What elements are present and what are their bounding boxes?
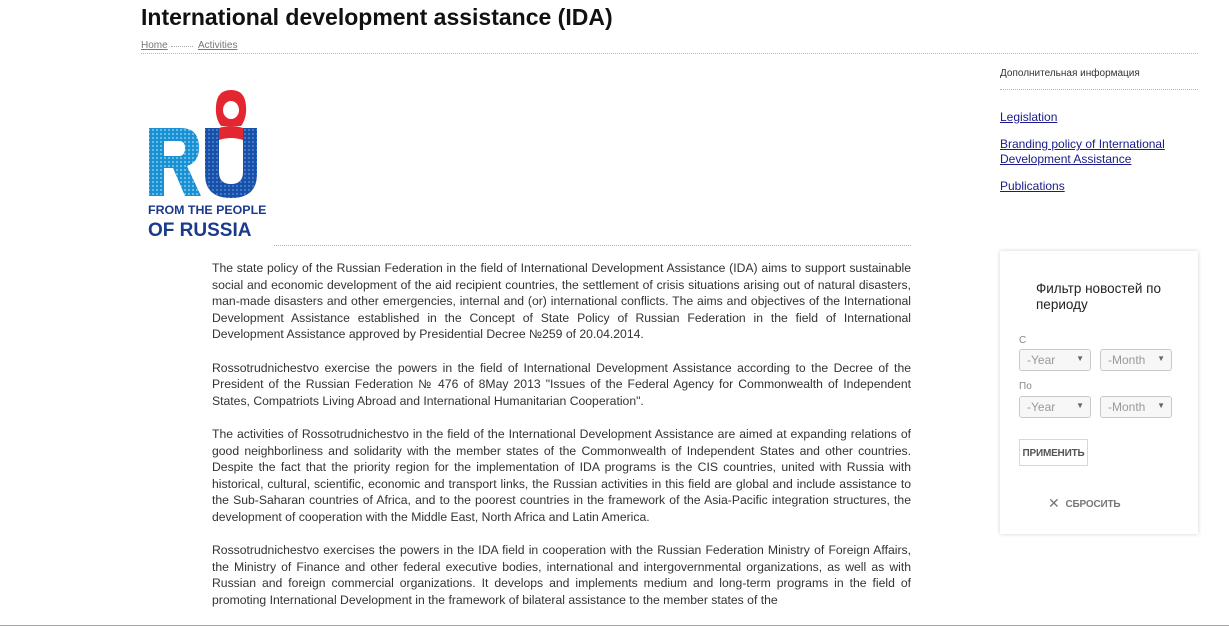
sidebar-link-legislation[interactable]: Legislation xyxy=(1000,110,1058,124)
to-year-select[interactable] xyxy=(1019,396,1091,418)
breadcrumb-separator xyxy=(171,46,193,47)
window-bottom-border xyxy=(0,625,1229,626)
logo-tagline-line2: OF RUSSIA xyxy=(148,220,252,240)
apply-filter-button[interactable]: ПРИМЕНИТЬ xyxy=(1019,439,1088,466)
article-paragraph: The state policy of the Russian Federation in the field of International Development Assistance (IDA) aims to support sustainable social and economic development of the aid recipient countries, the settlement of crisis situations arising out of natural disasters, man-made disasters and other emergencies, internal and (or) international conflicts. The aims and objectives of the International Development Assistance established in the Concept of State Policy of Russian Federation in the field of International Development Assistance approved by Presidential Decree №259 of 20.04.2014. xyxy=(212,261,911,342)
breadcrumb xyxy=(141,40,1198,54)
article-paragraph: The activities of Rossotrudnichestvo in the field of the International Development Assistance are aimed at expanding relations of good neighborliness and solidarity with the member states of the Commonwealth of Independent States and other countries. Despite the fact that the priority region for the implementation of IDA programs is the CIS countries, united with Russia with historical, cultural, scientific, economic and transport links, the Russian activities in this field are global and include assistance to the Sub-Saharan countries of Africa, and to the poorest countries in the framework of the Asia-Pacific integration structures, the development of cooperation with the Middle East, North Africa and Latin America. xyxy=(212,426,911,524)
breadcrumb-activities-link[interactable]: Activities xyxy=(198,40,241,51)
sidebar-link-publications[interactable]: Publications xyxy=(1000,179,1065,193)
chevron-down-icon: ▼ xyxy=(1076,354,1084,363)
reset-filter-label: СБРОСИТЬ xyxy=(1065,499,1121,510)
sidebar-heading: Дополнительная информация xyxy=(1000,68,1198,90)
reset-filter-button[interactable] xyxy=(1048,494,1121,511)
from-year-value: -Year xyxy=(1027,353,1056,367)
chevron-down-icon: ▼ xyxy=(1076,401,1084,410)
chevron-down-icon: ▼ xyxy=(1157,354,1165,363)
article-paragraph: Rossotrudnichestvo exercises the powers in the IDA field in cooperation with the Russian Federation Ministry of Foreign Affairs, the Ministry of Finance and other federal executive bodies, international and intergovernmental organizations, as well as with Russian and foreign commercial organizations. It develops and implements medium and long-term programs in the field of promoting International Development in the framework of bilateral assistance to the member states of the xyxy=(212,543,911,607)
from-month-select[interactable] xyxy=(1100,349,1172,371)
chevron-down-icon: ▼ xyxy=(1157,401,1165,410)
logo-divider xyxy=(274,245,911,246)
page-title: International development assistance (IDA) xyxy=(141,4,613,30)
filter-to-label: По xyxy=(1019,381,1032,392)
news-filter-panel xyxy=(1000,251,1198,534)
logo-tagline-line1: FROM THE PEOPLE xyxy=(148,203,267,217)
sidebar-link-branding-policy[interactable]: Branding policy of International Development Assistance xyxy=(1000,137,1165,166)
article-paragraph: Rossotrudnichestvo exercise the powers in the field of International Development Assistance according to the Decree of the President of the Russian Federation № 476 of 8May 2013 "Issues of the Federal Agency for Commonwealth of Independent States, Compatriots Living Abroad and International Humanitarian Cooperation". xyxy=(212,360,911,408)
to-year-value: -Year xyxy=(1027,400,1056,414)
to-month-select[interactable] xyxy=(1100,396,1172,418)
from-year-select[interactable] xyxy=(1019,349,1091,371)
article-body xyxy=(212,260,911,625)
breadcrumb-home-link[interactable]: Home xyxy=(141,40,172,51)
from-the-people-of-russia-logo xyxy=(147,88,269,240)
filter-title: Фильтр новостей по периоду xyxy=(1036,281,1161,312)
to-month-value: -Month xyxy=(1108,400,1146,414)
close-icon: ✕ xyxy=(1048,495,1060,511)
from-month-value: -Month xyxy=(1108,353,1146,367)
filter-from-label: С xyxy=(1019,335,1027,346)
